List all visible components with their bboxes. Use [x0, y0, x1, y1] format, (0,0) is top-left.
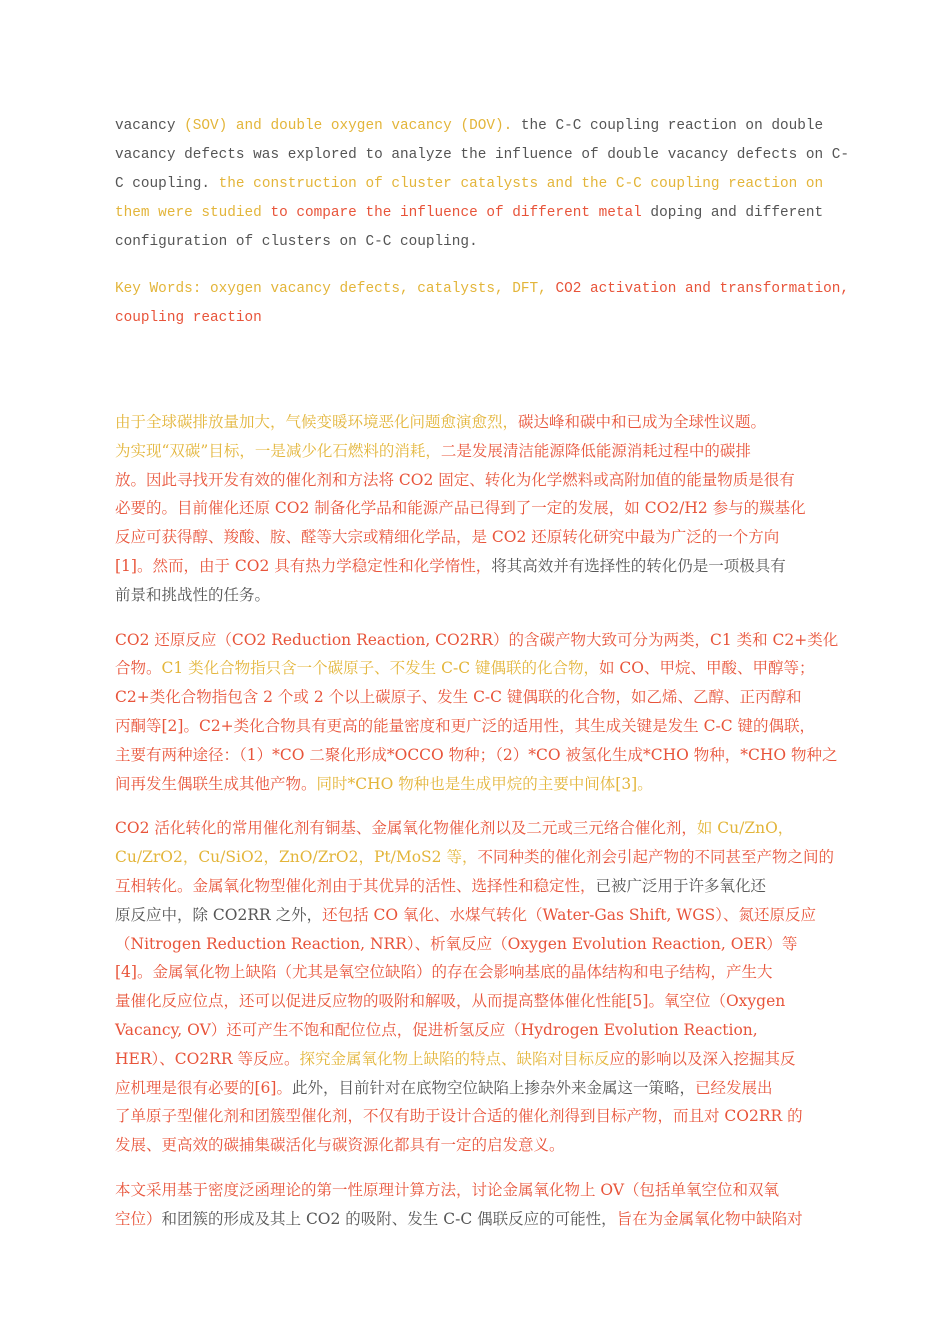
text-line	[115, 1102, 845, 1131]
body-paragraph	[115, 814, 845, 1160]
text-line	[115, 958, 845, 987]
abstract-paragraph	[115, 112, 850, 257]
text-line	[115, 814, 845, 843]
text-run: 将其高效并有选择性的转化仍是一项极具有	[491, 556, 786, 575]
text-line	[115, 843, 845, 872]
text-run: the C-C coupling reaction on double	[512, 118, 824, 134]
text-run: 已被广泛用于许多氧化还	[595, 876, 767, 895]
text-line	[115, 552, 845, 581]
text-run: 和团簇的形成及其上 CO2 的吸附、发生 C-C 偶联反应的可能性，	[161, 1209, 617, 1228]
highlighted-text-run: HER）、CO2RR 等反应。	[115, 1049, 300, 1068]
body-text	[115, 408, 845, 1234]
highlighted-text-run: 反应可获得醇、羧酸、胺、醛等大宗或精细化学品，是 CO2 还原转化研究中最为广泛的一个方向	[115, 528, 780, 547]
highlighted-text-run: CO2 还原反应（CO2 Reduction Reaction, CO2RR）的含碳产物大致可分为两类，C1 类和 C2+类化	[115, 630, 839, 649]
body-paragraph	[115, 626, 845, 799]
text-run: vacancy	[115, 118, 185, 134]
text-run: vacancy defects was explored to analyze the influence of double vacancy defects on C-	[115, 147, 850, 163]
text-line	[115, 1016, 845, 1045]
text-line	[115, 626, 845, 655]
highlighted-text-run: Key Words: oxygen vacancy defects, catalysts, DFT,	[115, 281, 556, 297]
highlighted-text-run: 放。因此寻找开发有效的催化剂和方法将 CO2 固定、转化为化学燃料或高附加值的能量物质是很有	[115, 470, 795, 489]
text-run: configuration of clusters on C-C coupling.	[115, 234, 478, 250]
text-line	[115, 112, 845, 141]
highlighted-text-run: 已经发展出	[694, 1078, 773, 1097]
highlighted-text-run: 应的影响以及深入挖掘其反	[609, 1049, 796, 1068]
highlighted-text-run: to compare the influence of different metal	[270, 205, 642, 221]
text-line	[115, 228, 845, 257]
highlighted-text-run: 旨在为金属氧化物中缺陷对	[616, 1209, 803, 1228]
highlighted-text-run: 主要有两种途径：（1）*CO 二聚化形成*OCCO 物种；（2）*CO 被氢化生成*CHO 物种，*CHO 物种之	[115, 745, 838, 764]
highlighted-text-run: 丙酮等[2]。C2+类化合物具有更高的能量密度和更广泛的适用性，其生成关键是发生 C-C 键的偶联，	[115, 716, 815, 735]
text-line	[115, 654, 845, 683]
text-line	[115, 304, 845, 333]
text-line	[115, 494, 845, 523]
text-line	[115, 523, 845, 552]
highlighted-text-run: [4]。金属氧化物上缺陷（尤其是氧空位缺陷）的存在会影响基底的晶体结构和电子结构，产生大	[115, 963, 773, 982]
text-line	[115, 741, 845, 770]
highlighted-text-run: CO2 activation and transformation,	[555, 281, 850, 297]
text-line	[115, 930, 845, 959]
highlighted-text-run: 碳达峰和碳中和已成为全球性议题。	[518, 413, 767, 431]
highlighted-text-run: (SOV) and double oxygen vacancy (DOV).	[184, 118, 513, 134]
body-paragraph	[115, 1176, 845, 1234]
highlighted-text-run: 空位）	[115, 1209, 162, 1228]
text-line	[115, 987, 845, 1016]
highlighted-text-run: 二是发展清洁能源降低能源消耗过程中的碳排	[440, 441, 751, 460]
highlighted-text-run: them were studied	[115, 205, 271, 221]
text-run: 原反应中，除 CO2RR 之外，	[115, 905, 323, 924]
highlighted-text-run: 必要的。目前催化还原 CO2 制备化学品和能源产品已得到了一定的发展，如 CO2/H2 参与的羰基化	[115, 499, 806, 518]
text-line	[115, 408, 845, 437]
highlighted-text-run: the construction of cluster catalysts and the C-C coupling reaction on	[218, 176, 824, 192]
highlighted-text-run: 为实现“双碳”目标，一是减少化石燃料的消耗，	[115, 441, 441, 460]
highlighted-text-run: 不同种类的催化剂会引起产物的不同甚至产物之间的	[477, 848, 834, 867]
text-line	[115, 141, 850, 170]
document-page	[115, 112, 850, 1234]
text-line	[115, 1045, 845, 1074]
text-run: doping and different	[641, 205, 824, 221]
text-line	[115, 1131, 845, 1160]
highlighted-text-run: CO2 活化转化的常用催化剂有铜基、金属氧化物催化剂以及二元或三元络合催化剂，	[115, 819, 697, 838]
text-line	[115, 199, 845, 228]
highlighted-text-run: 量催化反应位点，还可以促进反应物的吸附和解吸，从而提高整体催化性能[5]。氧空位（Oxygen	[115, 992, 786, 1011]
highlighted-text-run: 如 CO、甲烷、甲酸、甲醇等；	[598, 659, 815, 678]
highlighted-text-run: Vacancy, OV）还可产生不饱和配位位点，促进析氢反应（Hydrogen Evolution Reaction,	[115, 1020, 758, 1039]
highlighted-text-run: 互相转化。金属氧化物型催化剂由于其优异的活性、选择性和稳定性，	[115, 876, 596, 895]
text-line	[115, 170, 845, 199]
body-paragraph	[115, 408, 845, 610]
text-run: 前景和挑战性的任务。	[115, 585, 271, 604]
text-line	[115, 1205, 845, 1234]
highlighted-text-run: （Nitrogen Reduction Reaction, NRR）、析氧反应（Oxygen Evolution Reaction, OER）等	[115, 934, 798, 953]
highlighted-text-run: 还包括 CO 氧化、水煤气转化（Water-Gas Shift, WGS）、氮还原反应	[322, 905, 816, 924]
highlighted-text-run: 合物。	[115, 659, 162, 678]
text-line	[115, 1074, 845, 1103]
highlighted-text-run: C2+类化合物指包含 2 个或 2 个以上碳原子、发生 C-C 键偶联的化合物，如乙烯、乙醇、正丙醇和	[115, 688, 802, 707]
text-line	[115, 770, 845, 799]
text-line	[115, 683, 845, 712]
highlighted-text-run: 如 Cu/ZnO，	[696, 819, 794, 838]
text-line	[115, 581, 845, 610]
text-line	[115, 872, 845, 901]
highlighted-text-run: [1]。然而，由于 CO2 具有热力学稳定性和化学惰性，	[115, 556, 492, 575]
text-run: C coupling.	[115, 176, 219, 192]
highlighted-text-run: Cu/ZrO2，Cu/SiO2，ZnO/ZrO2，Pt/MoS2 等，	[115, 848, 478, 867]
text-line	[115, 275, 850, 304]
highlighted-text-run: C1 类化合物指只含一个碳原子、不发生 C-C 键偶联的化合物，	[161, 659, 599, 678]
text-line	[115, 1176, 845, 1205]
highlighted-text-run: 同时*CHO 物种也是生成甲烷的主要中间体[3]。	[316, 774, 653, 793]
text-line	[115, 437, 845, 466]
highlighted-text-run: 本文采用基于密度泛函理论的第一性原理计算方法，讨论金属氧化物上 OV（包括单氧空位和双氧	[115, 1180, 780, 1199]
text-line	[115, 901, 845, 930]
highlighted-text-run: 间再发生偶联生成其他产物。	[115, 774, 317, 793]
highlighted-text-run: 探究金属氧化物上缺陷的特点、缺陷对目标反	[299, 1049, 610, 1068]
highlighted-text-run: 发展、更高效的碳捕集碳活化与碳资源化都具有一定的启发意义。	[115, 1136, 565, 1155]
text-run: 此外，目前针对在底物空位缺陷上掺杂外来金属这一策略，	[291, 1078, 695, 1097]
text-line	[115, 466, 845, 495]
highlighted-text-run: coupling reaction	[115, 310, 262, 326]
keywords-paragraph	[115, 275, 850, 333]
highlighted-text-run: 了单原子型催化剂和团簇型催化剂，不仅有助于设计合适的催化剂得到目标产物，而且对 CO2RR 的	[115, 1107, 803, 1126]
highlighted-text-run: 由于全球碳排放量加大，气候变暖环境恶化问题愈演愈烈，	[115, 413, 519, 431]
highlighted-text-run: 应机理是很有必要的[6]。	[115, 1078, 292, 1097]
text-line	[115, 712, 845, 741]
